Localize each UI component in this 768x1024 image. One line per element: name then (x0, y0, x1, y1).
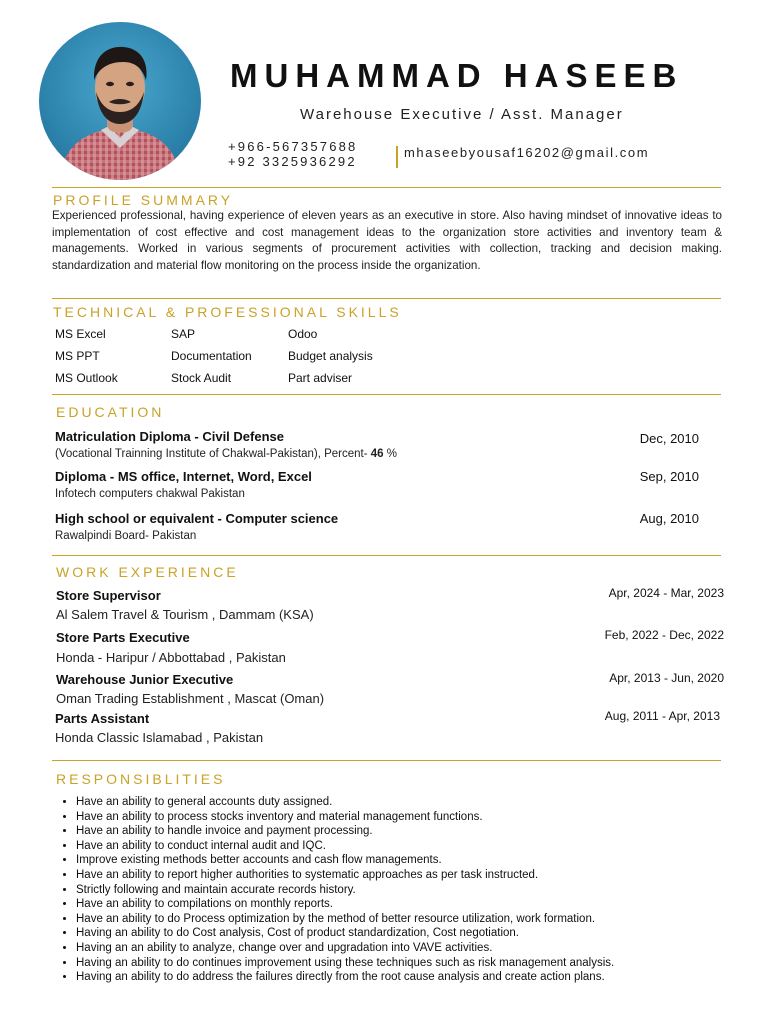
education-date: Aug, 2010 (639, 511, 699, 526)
divider-2 (52, 298, 721, 299)
divider-3 (52, 394, 721, 395)
job-title: Warehouse Executive / Asst. Manager (300, 106, 624, 123)
responsibility-item: • Having an ability to do address the failures directly from the root cause analysis and create action plans. (76, 970, 756, 985)
section-title-education: EDUCATION (56, 404, 165, 420)
section-title-work: WORK EXPERIENCE (56, 564, 239, 580)
divider-4 (52, 555, 721, 556)
responsibility-item: • Having an ability to do Cost analysis, Cost of product standardization, Cost negotiation. (76, 926, 756, 941)
section-title-responsibilities: RESPONSIBLITIES (56, 771, 226, 787)
phone-1: +966-567357688 (228, 139, 358, 154)
job-dates: Aug, 2011 - Apr, 2013 (604, 709, 720, 723)
skill-item: Part adviser (288, 371, 353, 385)
phone-2: +92 3325936292 (228, 154, 357, 169)
section-title-profile: PROFILE SUMMARY (53, 192, 234, 208)
education-date: Sep, 2010 (639, 469, 699, 484)
responsibility-item: • Strictly following and maintain accurate records history. (76, 883, 756, 898)
divider-5 (52, 760, 721, 761)
divider-1 (52, 187, 721, 188)
skill-item: Odoo (288, 327, 318, 341)
responsibility-item: • Improve existing methods better accounts and cash flow managements. (76, 853, 756, 868)
education-date: Dec, 2010 (639, 431, 699, 446)
profile-summary-text: Experienced professional, having experience of eleven years as an executive in store. Also having mindset of innovative ideas to implementation of cost effective and cost management ideas to the organization store activities and inventory team & managements. Worked in various segments of procurement activities with collection, tracking and decision making. standardization and material flow monitoring on the process inside the organization. (52, 209, 722, 272)
responsibilities-list (58, 795, 756, 985)
candidate-name: MUHAMMAD HASEEB (230, 57, 684, 94)
responsibility-item: • Have an ability to conduct internal audit and IQC. (76, 839, 756, 854)
job-position: Warehouse Junior Executive (56, 672, 234, 687)
job-dates: Feb, 2022 - Dec, 2022 (604, 628, 724, 642)
responsibility-item: • Have an ability to process stocks inventory and material management functions. (76, 810, 756, 825)
job-company: Oman Trading Establishment , Mascat (Oman) (56, 691, 325, 706)
responsibility-item: • Having an an ability to analyze, change over and upgradation into VAVE activities. (76, 941, 756, 956)
responsibility-item: • Have an ability to handle invoice and payment processing. (76, 824, 756, 839)
email-address: mhaseebyousaf16202@gmail.com (404, 145, 650, 160)
education-institution: (Vocational Trainning Institute of Chakwal-Pakistan), Percent- 46 % (55, 448, 398, 460)
job-company: Honda Classic Islamabad , Pakistan (55, 730, 264, 745)
responsibility-item: • Have an ability to report higher authorities to systematic approaches as per task instructed. (76, 868, 756, 883)
job-position: Store Parts Executive (56, 630, 190, 645)
job-company: Honda - Haripur / Abbottabad , Pakistan (56, 650, 286, 665)
education-title: High school or equivalent - Computer science (55, 511, 339, 526)
education-institution: Rawalpindi Board- Pakistan (55, 530, 197, 542)
responsibility-item: • Have an ability to compilations on monthly reports. (76, 897, 756, 912)
skill-item: Documentation (171, 349, 252, 363)
profile-photo (39, 22, 201, 180)
education-title: Matriculation Diploma - Civil Defense (55, 429, 284, 444)
responsibility-item: • Having an ability to do continues improvement using these techniques such as risk management analysis. (76, 956, 756, 971)
job-dates: Apr, 2024 - Mar, 2023 (608, 586, 724, 600)
responsibility-item: • Have an ability to general accounts duty assigned. (76, 795, 756, 810)
skill-item: MS Excel (55, 327, 106, 341)
education-institution: Infotech computers chakwal Pakistan (55, 488, 245, 500)
skill-item: Budget analysis (288, 349, 373, 363)
job-position: Parts Assistant (55, 711, 150, 726)
skill-item: MS Outlook (55, 371, 118, 385)
skill-item: SAP (171, 327, 196, 341)
job-position: Store Supervisor (56, 588, 161, 603)
contact-divider (396, 146, 398, 168)
responsibility-item: • Have an ability to do Process optimization by the method of better resource utilization, work formation. (76, 912, 756, 927)
section-title-skills: TECHNICAL & PROFESSIONAL SKILLS (53, 304, 402, 320)
skill-item: Stock Audit (171, 371, 232, 385)
education-title: Diploma - MS office, Internet, Word, Excel (55, 469, 312, 484)
job-dates: Apr, 2013 - Jun, 2020 (609, 671, 724, 685)
skill-item: MS PPT (55, 349, 100, 363)
job-company: Al Salem Travel & Tourism , Dammam (KSA) (56, 607, 314, 622)
